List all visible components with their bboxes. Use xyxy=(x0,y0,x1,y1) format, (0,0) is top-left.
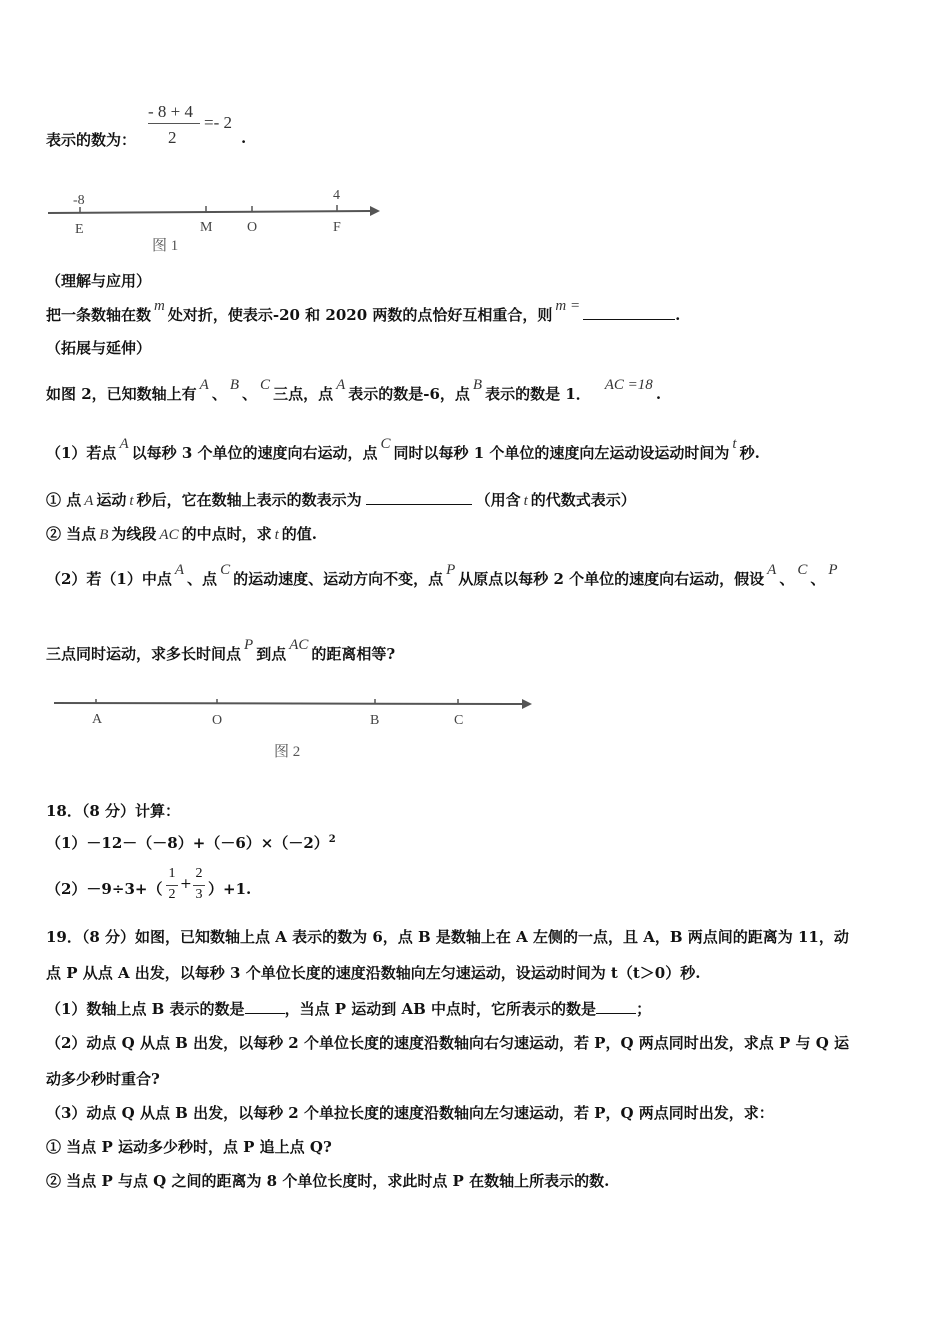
fold-question: 把一条数轴在数 m 处对折，使表示-20 和 2020 两数的点恰好互相重合，则 m = . xyxy=(46,298,681,324)
q18-part1: $(1)-12-(-8)+(-6)\times(-2)^2$ xyxy=(46,834,336,852)
figure2-label-b: B xyxy=(370,713,380,728)
q18-frac2-bar xyxy=(193,885,205,886)
figure2-caption: 图 2 xyxy=(274,744,301,760)
q18-frac2-den: 3 xyxy=(195,887,203,902)
q19-line5: 动多少秒时重合? xyxy=(46,1070,160,1088)
q18-frac1-den: 2 xyxy=(168,887,176,902)
answer-blank-expression[interactable] xyxy=(366,490,472,505)
section-extend: （拓展与延伸） xyxy=(46,339,152,357)
figure1-axis xyxy=(48,211,370,213)
figure1-number-line xyxy=(40,180,390,260)
q19-line4: （2）动点 Q 从点 B 出发，以每秒 2 个单位长度的速度沿数轴向右匀速运动，若 P，Q 两点同时出发，求点 P 与 Q 运 xyxy=(46,1034,849,1052)
part2b-question: 三点同时运动，求多长时间点 P 到点 AC 的距离相等? xyxy=(46,637,396,663)
answer-blank-m[interactable] xyxy=(583,305,675,320)
figure1-label-m: M xyxy=(200,220,213,235)
figure1-value-f: 4 xyxy=(333,188,340,203)
figure1-value-e: -8 xyxy=(73,193,85,208)
q18-part2-end: ）+1. xyxy=(208,880,252,898)
fraction-numerator: - 8 + 4 xyxy=(148,102,193,121)
part1-question: （1）若点 A 以每秒 3 个单位的速度向右运动，点 C 同时以每秒 1 个单位的速度向左运动设运动时间为 t 秒. xyxy=(46,436,760,462)
answer-blank-midpoint[interactable] xyxy=(596,999,636,1014)
section-understand: （理解与应用） xyxy=(46,272,152,290)
fraction-denominator: 2 xyxy=(168,128,177,147)
figure2-arrow xyxy=(522,699,532,709)
figure1-label-f: F xyxy=(333,220,341,235)
intro-period: . xyxy=(241,129,247,147)
q19-line1: 19．（8 分）如图，已知数轴上点 A 表示的数为 6，点 B 是数轴上在 A 左侧的一点，且 A，B 两点间的距离为 11，动 xyxy=(46,928,849,946)
q18-frac1-num: 1 xyxy=(168,866,176,881)
figure1-label-e: E xyxy=(75,222,84,237)
figure2-label-c: C xyxy=(454,713,464,728)
sub1-question: ① 点 A 运动 t 秒后，它在数轴上表示的数表示为 （用含 t 的代数式表示） xyxy=(46,491,636,509)
q18-title: 18．（8 分）计算： xyxy=(46,802,181,820)
q19-line8: ② 当点 P 与点 Q 之间的距离为 8 个单位长度时，求此时点 P 在数轴上所表示的数. xyxy=(46,1172,610,1190)
fraction-result: =- 2 xyxy=(204,113,232,132)
part2-question: （2）若（1）中点 A 、点 C 的运动速度、运动方向不变，点 P 从原点以每秒 2 个单位的速度向右运动，假设 A 、 C 、 P xyxy=(46,562,838,588)
figure1-caption: 图 1 xyxy=(152,238,179,254)
figure1-arrow xyxy=(370,206,380,216)
q19-line2: 点 P 从点 A 出发，以每秒 3 个单位长度的速度沿数轴向左匀速运动，设运动时间为 t（t＞0）秒. xyxy=(46,964,701,982)
q19-line7: ① 当点 P 运动多少秒时，点 P 追上点 Q? xyxy=(46,1138,332,1156)
figure2-label-o: O xyxy=(212,713,223,728)
q19-line6: （3）动点 Q 从点 B 出发，以每秒 2 个单拉长度的速度沿数轴向左匀速运动，若 P，Q 两点同时出发，求： xyxy=(46,1104,774,1122)
fig2-question: 如图 2，已知数轴上有 A 、 B 、 C 三点，点 A 表示的数是-6，点 B 表示的数是 1． AC =18 . xyxy=(46,377,662,403)
figure2-number-line xyxy=(48,690,548,770)
intro-label: 表示的数为： xyxy=(46,131,137,149)
q18-frac2-num: 2 xyxy=(195,866,203,881)
q18-plus: + xyxy=(180,876,192,892)
q18-part2: （2）－9÷3+（ xyxy=(46,880,163,898)
fraction-bar xyxy=(148,123,200,124)
sub2-question: ② 当点 B 为线段 AC 的中点时，求 t 的值. xyxy=(46,525,318,543)
q18-frac1-bar xyxy=(166,885,178,886)
q19-line3: （1）数轴上点 B 表示的数是 ，当点 P 运动到 AB 中点时，它所表示的数是 ； xyxy=(46,1000,652,1018)
figure2-axis xyxy=(54,703,522,704)
figure2-label-a: A xyxy=(92,712,103,727)
answer-blank-b[interactable] xyxy=(245,999,285,1014)
figure1-label-o: O xyxy=(247,220,258,235)
